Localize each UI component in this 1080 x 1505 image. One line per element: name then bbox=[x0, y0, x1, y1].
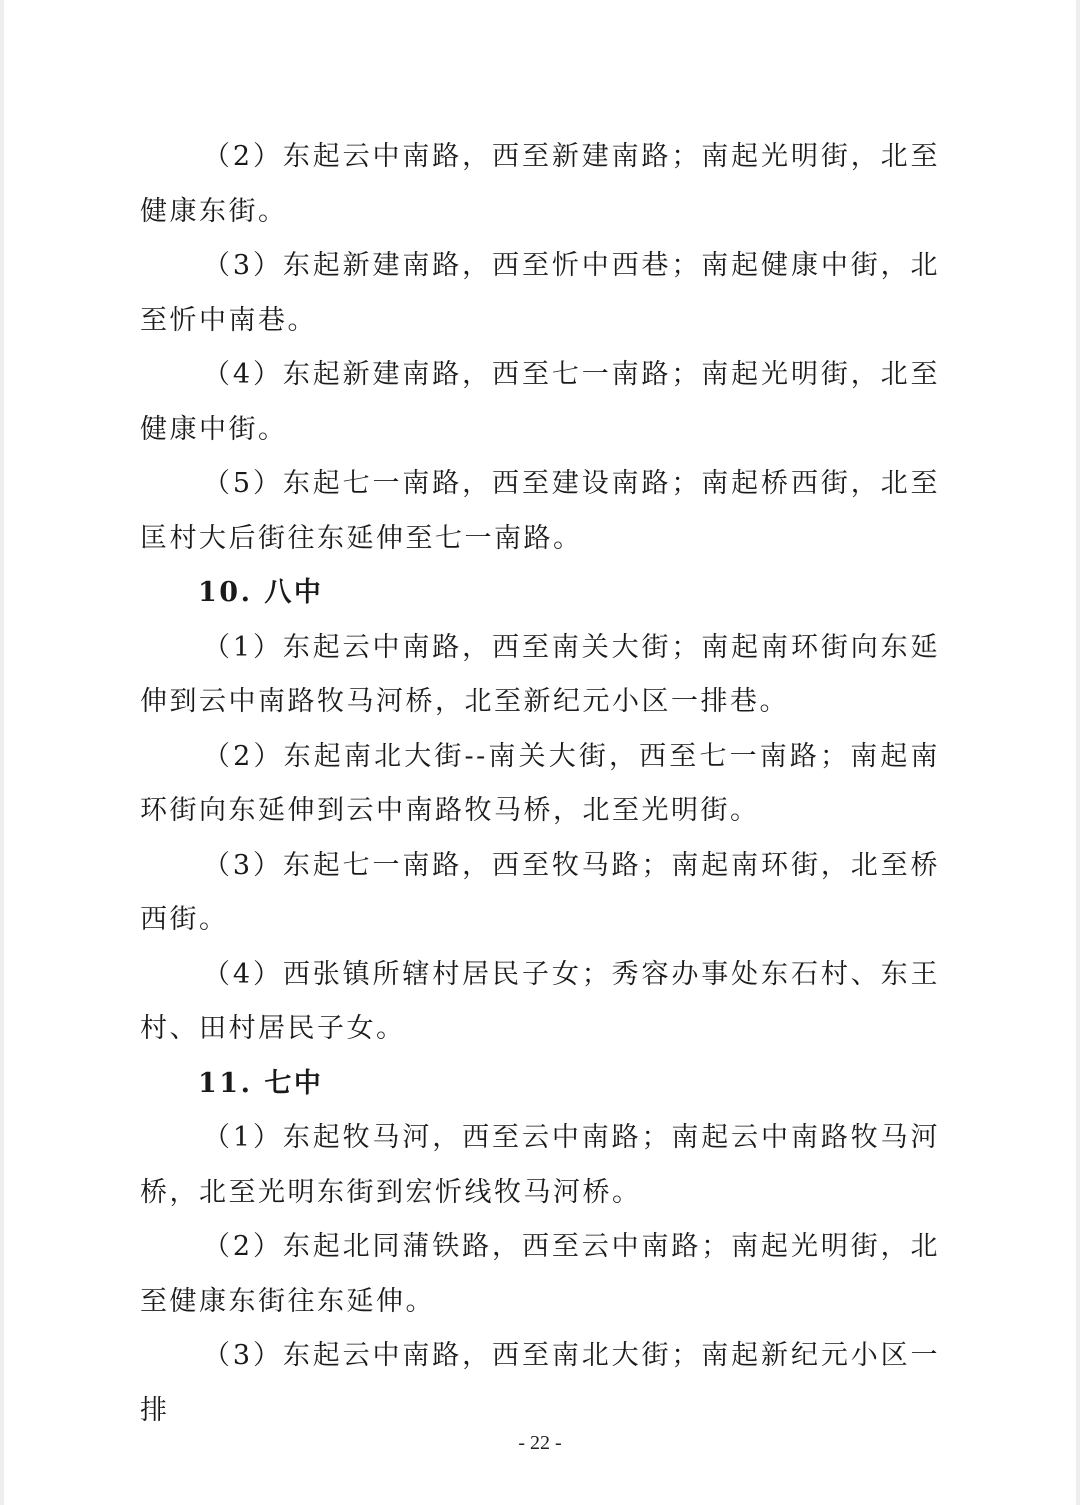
page-edge-right bbox=[1076, 0, 1080, 1505]
paragraph: （4）东起新建南路，西至七一南路；南起光明街，北至健康中街。 bbox=[140, 359, 940, 445]
section-10-item: （4）西张镇所辖村居民子女；秀容办事处东石村、东王村、田村居民子女。 bbox=[140, 958, 940, 1044]
section-11-item: （2）东起北同蒲铁路，西至云中南路；南起光明街，北至健康东街往东延伸。 bbox=[140, 1231, 940, 1317]
paragraph: （5）东起七一南路，西至建设南路；南起桥西街，北至匡村大后街往东延伸至七一南路。 bbox=[140, 468, 940, 554]
page-edge-left bbox=[0, 0, 4, 1505]
section-11-item: （1）东起牧马河，西至云中南路；南起云中南路牧马河桥，北至光明东街到宏忻线牧马河桥。 bbox=[140, 1122, 940, 1208]
section-10-item: （2）东起南北大街--南关大街，西至七一南路；南起南环街向东延伸到云中南路牧马桥，北至光明街。 bbox=[140, 740, 940, 826]
section-heading-11: 11. 七中 bbox=[198, 1067, 324, 1099]
page-number: - 22 - bbox=[518, 1432, 562, 1454]
paragraph: （2）东起云中南路，西至新建南路；南起光明街，北至健康东街。 bbox=[140, 141, 940, 227]
paragraph: （3）东起新建南路，西至忻中西巷；南起健康中街，北至忻中南巷。 bbox=[140, 250, 940, 336]
section-10-item: （3）东起七一南路，西至牧马路；南起南环街，北至桥西街。 bbox=[140, 849, 940, 935]
document-body bbox=[140, 130, 940, 1438]
section-11-item: （3）东起云中南路，西至南北大街；南起新纪元小区一排 bbox=[140, 1340, 940, 1426]
section-10-item: （1）东起云中南路，西至南关大街；南起南环街向东延伸到云中南路牧马河桥，北至新纪元小区一排巷。 bbox=[140, 631, 940, 717]
section-heading-10: 10. 八中 bbox=[198, 577, 324, 608]
